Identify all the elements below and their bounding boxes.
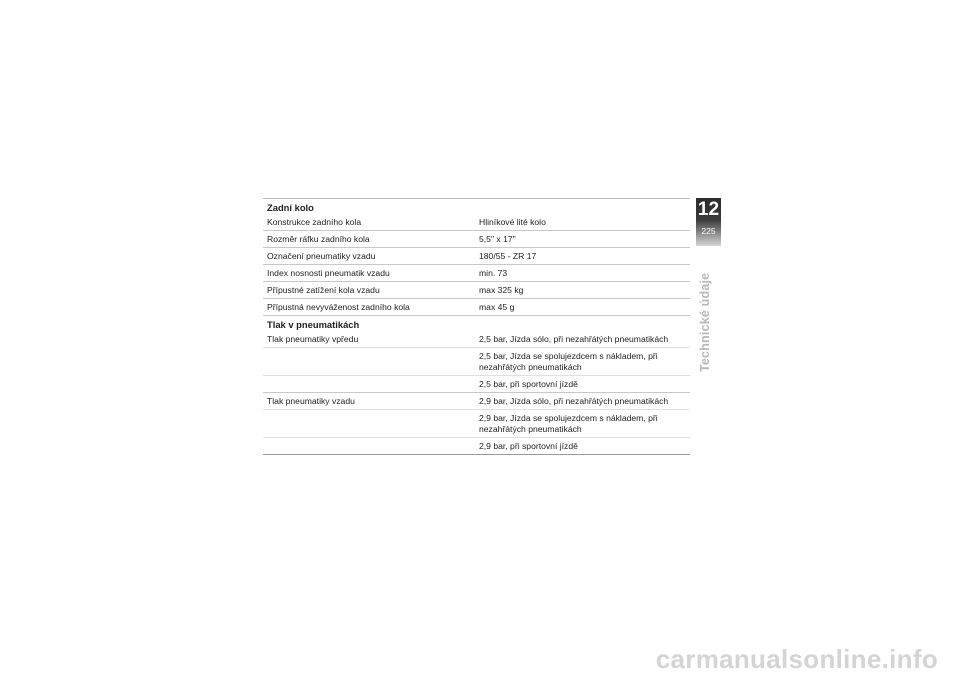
row-value: Hliníkové lité kolo — [479, 217, 546, 227]
row-label: Označení pneumatiky vzadu — [267, 251, 376, 261]
row-label-empty — [263, 438, 475, 454]
table-row — [263, 248, 690, 265]
row-value: 180/55 - ZR 17 — [479, 251, 537, 261]
row-value: 2,5 bar, Jízda se spolujezdcem s nákladem, při nezahřátých pneumatikách — [479, 351, 658, 372]
row-value: 2,9 bar, Jízda se spolujezdcem s nákladem, při nezahřátých pneumatikách — [479, 413, 658, 434]
row-value: 5,5" x 17" — [479, 234, 516, 244]
row-label: Tlak pneumatiky vpředu — [267, 334, 359, 344]
section-title: Tlak v pneumatikách — [267, 319, 360, 330]
section-header-tire-pressure — [263, 316, 690, 331]
row-value: max 45 g — [479, 302, 515, 312]
row-label: Rozměr ráfku zadního kola — [267, 234, 370, 244]
row-label: Přípustná nevyváženost zadního kola — [267, 302, 410, 312]
row-value: 2,9 bar, Jízda sólo, při nezahřátých pneumatikách — [479, 396, 669, 406]
spec-table — [263, 198, 690, 455]
row-label: Index nosnosti pneumatik vzadu — [267, 268, 390, 278]
table-row — [263, 393, 690, 410]
section-title: Zadní kolo — [267, 202, 314, 213]
table-row — [263, 299, 690, 316]
row-label: Přípustné zatížení kola vzadu — [267, 285, 380, 295]
chapter-title-container — [698, 272, 718, 372]
page-number: 225 — [701, 226, 716, 236]
table-row — [263, 214, 690, 231]
chapter-title: Technické údaje — [698, 272, 712, 372]
chapter-tab — [696, 198, 721, 246]
table-row — [263, 348, 690, 376]
table-row — [263, 282, 690, 299]
table-row — [263, 410, 690, 438]
table-row — [263, 376, 690, 393]
table-row — [263, 438, 690, 455]
row-value: 2,9 bar, při sportovní jízdě — [479, 441, 578, 451]
table-row — [263, 331, 690, 348]
row-label: Tlak pneumatiky vzadu — [267, 396, 355, 406]
section-header-rear-wheel — [263, 199, 690, 214]
table-row — [263, 231, 690, 248]
row-value: max 325 kg — [479, 285, 524, 295]
table-row — [263, 265, 690, 282]
row-label-empty — [263, 410, 475, 437]
watermark: carmanualsonline.info — [655, 644, 938, 674]
row-label-empty — [263, 348, 475, 375]
row-value: min. 73 — [479, 268, 508, 278]
row-value: 2,5 bar, při sportovní jízdě — [479, 379, 578, 389]
chapter-number: 12 — [697, 199, 720, 220]
row-value: 2,5 bar, Jízda sólo, při nezahřátých pneumatikách — [479, 334, 669, 344]
row-label: Konstrukce zadního kola — [267, 217, 362, 227]
row-label-empty — [263, 376, 475, 392]
